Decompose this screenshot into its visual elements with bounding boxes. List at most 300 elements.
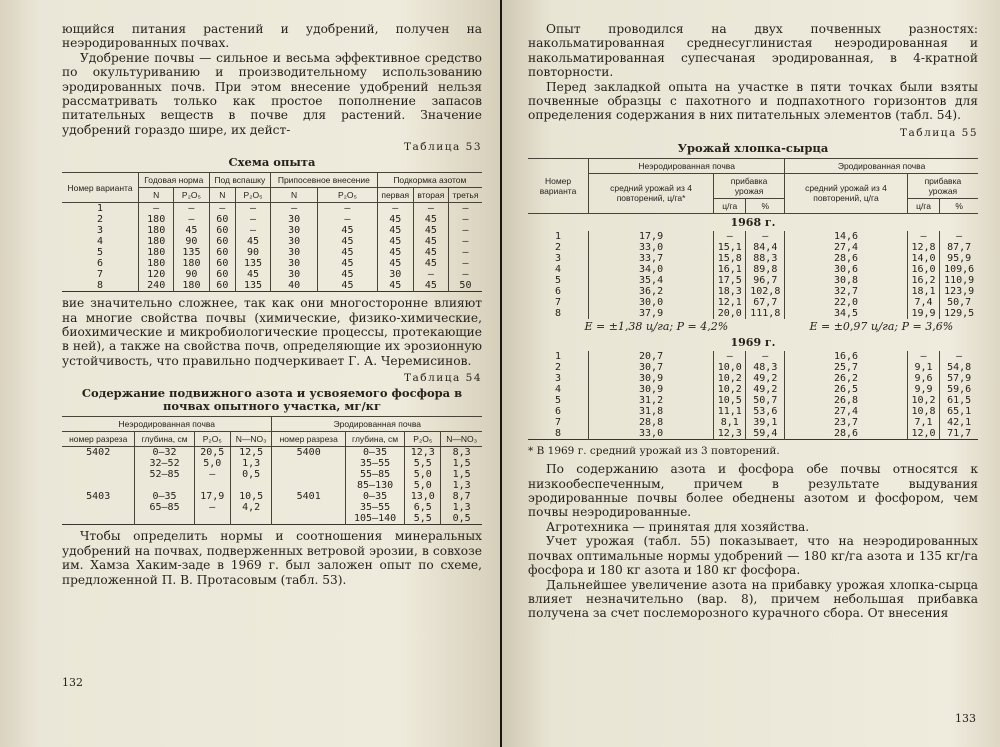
table53-title: Схема опыта [228, 155, 316, 170]
table-row [62, 225, 482, 236]
table55-cell: 31,8 [589, 406, 714, 417]
table53-cell: 45 [174, 225, 209, 236]
table-row [528, 384, 978, 395]
table55-cell: 50,7 [746, 395, 785, 406]
right-para-2: Перед закладкой опыта на участке в пяти точках были взяты почвенные образцы с пахотного и подпахотного горизонтов для определения содержания в них питательных элементов (табл. 54). [528, 79, 978, 123]
table55-cell: 48,3 [746, 362, 785, 373]
t55-h-eroded: Эродированная почва [785, 158, 978, 173]
table54-cell: 35—55 [345, 502, 404, 513]
table53-cell: 90 [174, 269, 209, 280]
table55-cell: 10,5 [714, 395, 746, 406]
table55-cell: 10,8 [907, 406, 939, 417]
table55-cell: 19,9 [907, 308, 939, 319]
year-1968-label: 1968 г. [730, 215, 776, 229]
table55-cell: 12,0 [907, 428, 939, 440]
table-row [62, 280, 482, 292]
table55-cell: 12,3 [714, 428, 746, 440]
table54-cell: 5,0 [194, 458, 230, 469]
table54-cell: 0—35 [345, 447, 404, 459]
table53-cell: 60 [209, 280, 236, 292]
table55-cell: 54,8 [940, 362, 978, 373]
table53-cell: 60 [209, 247, 236, 258]
table55-number: Таблица 55 [900, 126, 978, 139]
table55-cell: 17,5 [714, 275, 746, 286]
table55-cell: 32,7 [785, 286, 908, 297]
table54-cell: 5,5 [405, 458, 441, 469]
table55-cell: 88,3 [746, 253, 785, 264]
table55-cell: 49,2 [746, 373, 785, 384]
table53-cell: — [174, 214, 209, 225]
table55-cell: 30,9 [589, 384, 714, 395]
table53-cell: 45 [318, 269, 378, 280]
table53 [62, 172, 482, 292]
table54-cell: 12,3 [405, 447, 441, 459]
table53-cell: — [236, 214, 271, 225]
table53-cell: 45 [413, 247, 448, 258]
table55-cell: 33,0 [589, 428, 714, 440]
table55-cell: 53,6 [746, 406, 785, 417]
table53-cell: 60 [209, 236, 236, 247]
table55-cell: 123,9 [940, 286, 978, 297]
t55-h-noneroded: Неэродированная почва [589, 158, 785, 173]
table55-cell: 36,2 [589, 286, 714, 297]
table54 [62, 416, 482, 525]
table53-cell: 180 [139, 214, 174, 225]
t53-h-variant: Номер варианта [62, 173, 139, 203]
t54-h-p2: P₂O₅ [405, 432, 441, 447]
table53-cell: — [174, 203, 209, 215]
table53-cell: 5 [97, 247, 104, 259]
table55-cell: 84,4 [746, 242, 785, 253]
table-row [62, 203, 482, 215]
table55-cell: — [907, 231, 939, 242]
t53-h-plow: Под вспашку [209, 173, 270, 188]
table54-cell: 32—52 [135, 458, 194, 469]
table55-cell: 9,9 [907, 384, 939, 395]
table55-body-1969 [528, 351, 978, 440]
table53-cell: 8 [97, 280, 104, 292]
table53-cell: 30 [271, 269, 318, 280]
table54-cell [230, 480, 272, 491]
t53-h-presow: Припосевное внесение [271, 173, 378, 188]
table-row [62, 214, 482, 225]
table55-cell: 34,0 [589, 264, 714, 275]
table55-cell: 4 [555, 263, 562, 275]
table55-cell: 59,4 [746, 428, 785, 440]
table53-cell: 50 [448, 280, 482, 292]
table53-cell: — [448, 236, 482, 247]
table55-cell: 7 [555, 296, 562, 308]
t53-h-p1: P₂O₅ [174, 188, 209, 203]
t53-h-p3: P₂O₅ [318, 188, 378, 203]
table54-cell: 13,0 [405, 491, 441, 502]
table-row [62, 236, 482, 247]
table53-cell: 60 [209, 269, 236, 280]
table53-number: Таблица 53 [404, 141, 482, 154]
table-row [528, 308, 978, 319]
table-row [62, 469, 482, 480]
table55-cell: 42,1 [940, 417, 978, 428]
table54-cell: 5,5 [405, 513, 441, 525]
table54-cell [62, 480, 135, 491]
table54-cell [272, 458, 345, 469]
table53-cell: 6 [97, 258, 104, 270]
table55-cell: 26,5 [785, 384, 908, 395]
table54-cell: 5,0 [405, 480, 441, 491]
left-para-bottom: Чтобы определить нормы и соотношения минеральных удобрений на почвах, подверженных ветровой эрозии, в совхозе им. Хамза Хаким-заде в 1969 г. был заложен опыт по схеме, предложенной П. В. Протасовым (табл. 53). [62, 529, 482, 587]
table54-cell: 85—130 [345, 480, 404, 491]
table55-cell: 49,2 [746, 384, 785, 395]
table53-cell: — [139, 203, 174, 215]
table55-cell: 16,2 [907, 275, 939, 286]
table54-cell: 1,5 [441, 469, 482, 480]
table54-cell: 5402 [86, 447, 111, 459]
table53-cell: — [448, 214, 482, 225]
t55-h-cga2: ц/га [907, 198, 939, 213]
right-page [502, 0, 1000, 747]
table53-cell: 45 [236, 269, 271, 280]
table54-cell [272, 502, 345, 513]
year-1969-label: 1969 г. [730, 335, 776, 349]
table53-body [62, 203, 482, 292]
table54-cell [62, 458, 135, 469]
table55-cell: 34,5 [785, 308, 908, 319]
table54-cell: 0,5 [230, 469, 272, 480]
table55-cell: 71,7 [940, 428, 978, 440]
table54-cell: 5401 [272, 491, 345, 502]
table53-cell: 30 [377, 269, 413, 280]
right-para-6: Дальнейшее увеличение азота на прибавку урожая хлопка-сырца влияет незначительно (вар. 8), причем небольшая прибавка получена за счет послеморозного курачного сбора. От внесения [528, 577, 978, 621]
table53-cell: — [448, 203, 482, 215]
table53-cell: 45 [377, 258, 413, 269]
table55-cell: 10,2 [714, 384, 746, 395]
table53-cell: 1 [97, 203, 104, 215]
table54-cell [62, 469, 135, 480]
table-row [528, 297, 978, 308]
table53-cell: 30 [271, 247, 318, 258]
right-page-number: 133 [955, 712, 976, 725]
table55-cell: 39,1 [746, 417, 785, 428]
table53-cell: 180 [174, 258, 209, 269]
right-para-top: Опыт проводился на двух почвенных разностях: накольматированная среднесуглинистая неэродированная и накольматированная супесчаная эродированная, в 4-кратной повторности. [528, 22, 978, 80]
table55-cell: 23,7 [785, 417, 908, 428]
table55-cell: 96,7 [746, 275, 785, 286]
table55-cell: 27,4 [785, 406, 908, 417]
table55-cell: — [714, 351, 746, 362]
table-row [62, 513, 482, 525]
table55-cell: 27,4 [785, 242, 908, 253]
table53-cell: 240 [139, 280, 174, 292]
table55-cell: 61,5 [940, 395, 978, 406]
table54-cell: 20,5 [194, 447, 230, 459]
table55-cell: 59,6 [940, 384, 978, 395]
table-row [528, 417, 978, 428]
table54-cell: 12,5 [230, 447, 272, 459]
left-para-top: ющийся питания растений и удобрений, получен на неэродированных почвах. [62, 22, 482, 51]
table-row [528, 286, 978, 297]
table55-cell: 33,7 [589, 253, 714, 264]
table54-cell: 1,3 [230, 458, 272, 469]
table-row [62, 247, 482, 258]
table54-title: Содержание подвижного азота и усвояемого фосфора в почвах опытного участка, мг/кг [81, 386, 463, 414]
table53-cell: — [236, 203, 271, 215]
table53-cell: — [318, 214, 378, 225]
table54-cell [230, 513, 272, 525]
t54-h-section2: номер разреза [272, 432, 345, 447]
table-row [528, 264, 978, 275]
table53-cell: 90 [236, 247, 271, 258]
table54-cell: 8,7 [441, 491, 482, 502]
t53-h-third: третья [448, 188, 482, 203]
table54-cell [194, 480, 230, 491]
table55-cell: 10,2 [907, 395, 939, 406]
table55-cell: 7 [555, 416, 562, 428]
right-para-5: Учет урожая (табл. 55) показывает, что на неэродированных почвах оптимальные нормы удобрений — 180 кг/га азота и 135 кг/га фосфора и 180 кг азота и 180 кг фосфора. [528, 534, 978, 578]
t55-h-avg2: средний урожай из 4 повторений, ц/га [785, 173, 908, 213]
table-row [62, 447, 482, 459]
table55-cell: 30,8 [785, 275, 908, 286]
table55-cell: 14,6 [785, 231, 908, 242]
table-row [528, 253, 978, 264]
table54-cell: 0,5 [441, 513, 482, 525]
left-para-mid: вие значительно сложнее, так как они многосторонне влияют на многие свойства почвы (химические, физико-химические, биохимические и микробиологические процессы, протекающие в ней), а также на свойства почв, определяющие их эрозионную устойчивость, что правильно подчеркивает Г. А. Черемисинов. [62, 296, 482, 368]
table53-cell: — [448, 258, 482, 269]
table53-cell: 45 [413, 280, 448, 292]
table55-cell: 25,7 [785, 362, 908, 373]
table55-cell: 31,2 [589, 395, 714, 406]
table55-cell: 129,5 [940, 308, 978, 319]
table-row [62, 480, 482, 491]
table53-cell: 180 [139, 258, 174, 269]
table55-cell: 3 [555, 252, 562, 264]
table55-cell: 10,0 [714, 362, 746, 373]
table53-cell: — [448, 225, 482, 236]
table54-cell [272, 513, 345, 525]
table-row [62, 269, 482, 280]
table54-cell: 1,5 [441, 458, 482, 469]
table53-cell: 45 [318, 247, 378, 258]
t53-h-annual: Годовая норма [139, 173, 210, 188]
t54-h-noneroded: Неэродированная почва [62, 417, 272, 432]
table55-cell: 2 [555, 361, 562, 373]
t55-h-avg1: средний урожай из 4 повторений, ц/га* [589, 173, 714, 213]
table53-cell: — [413, 203, 448, 215]
table55-cell: 18,3 [714, 286, 746, 297]
t54-h-eroded: Эродированная почва [272, 417, 482, 432]
table53-cell: — [236, 225, 271, 236]
table55-cell: 26,2 [785, 373, 908, 384]
table55-cell: 102,8 [746, 286, 785, 297]
table55-cell: 11,1 [714, 406, 746, 417]
table54-cell [272, 480, 345, 491]
t55-h-gain1: прибавка урожая [714, 173, 785, 198]
table55-cell: 9,1 [907, 362, 939, 373]
table54-cell: 105—140 [345, 513, 404, 525]
table-row [528, 428, 978, 440]
table53-cell: 3 [97, 225, 104, 237]
table-row [528, 362, 978, 373]
table53-cell: — [318, 203, 378, 215]
footnote: * В 1969 г. средний урожай из 3 повторений. [528, 444, 780, 457]
table55-cell: 16,1 [714, 264, 746, 275]
t53-h-n3: N [271, 188, 318, 203]
t53-h-first: первая [377, 188, 413, 203]
table-row [62, 491, 482, 502]
table55-cell: 18,1 [907, 286, 939, 297]
table55-cell: 2 [555, 241, 562, 253]
table54-cell: 0—35 [135, 491, 194, 502]
table54-cell [135, 480, 194, 491]
table55-cell: 15,1 [714, 242, 746, 253]
table55-cell: 111,8 [746, 308, 785, 319]
table54-number: Таблица 54 [404, 372, 482, 385]
table55-cell: — [746, 351, 785, 362]
t55-h-pct2: % [940, 198, 978, 213]
table54-cell: 35—55 [345, 458, 404, 469]
table55-cell: 30,6 [785, 264, 908, 275]
table55-cell: 6 [555, 285, 562, 297]
table53-cell: 45 [377, 214, 413, 225]
table53-cell: 7 [97, 269, 104, 281]
left-page-number: 132 [62, 676, 83, 689]
t54-h-no3-1: N—NO₃ [230, 432, 272, 447]
table55-cell: 28,6 [785, 253, 908, 264]
table-row [528, 275, 978, 286]
table54-cell: — [194, 469, 230, 480]
table-row [62, 502, 482, 513]
table55-cell: 89,8 [746, 264, 785, 275]
table53-cell: 30 [271, 236, 318, 247]
table55-cell: 17,9 [589, 231, 714, 242]
table53-cell: 60 [209, 214, 236, 225]
table55-cell: 8,1 [714, 417, 746, 428]
table54-cell [62, 502, 135, 513]
table53-cell: 45 [318, 258, 378, 269]
eq-1968-left: E = ±1,38 ц/га; P = 4,2% [584, 319, 729, 333]
table55-cell: 28,8 [589, 417, 714, 428]
table54-cell [194, 513, 230, 525]
table53-cell: 40 [271, 280, 318, 292]
t54-h-depth1: глубина, см [135, 432, 194, 447]
table53-cell: 4 [97, 236, 104, 248]
table55-cell: 57,9 [940, 373, 978, 384]
table-row [528, 351, 978, 362]
table55-body [528, 213, 978, 319]
table54-cell: 5403 [86, 491, 111, 503]
table53-cell: — [377, 203, 413, 215]
t53-h-n2: N [209, 188, 236, 203]
table55-cell: — [940, 351, 978, 362]
table54-cell: 52—85 [135, 469, 194, 480]
t53-h-second: вторая [413, 188, 448, 203]
table55-cell: 9,6 [907, 373, 939, 384]
table55-cell: 87,7 [940, 242, 978, 253]
table55-cell: 12,1 [714, 297, 746, 308]
t55-h-gain2: прибавка урожая [907, 173, 978, 198]
table-row [528, 395, 978, 406]
table55-cell: 15,8 [714, 253, 746, 264]
table53-cell: 30 [271, 225, 318, 236]
table53-cell: 30 [271, 258, 318, 269]
table55-eq-1968 [528, 319, 978, 351]
table53-cell: 45 [318, 280, 378, 292]
t55-h-variant: Номер варианта [528, 158, 589, 213]
t53-h-topdress: Подкормка азотом [377, 173, 482, 188]
table55-cell: 7,4 [907, 297, 939, 308]
table55-cell: 12,8 [907, 242, 939, 253]
table54-cell: 0—35 [345, 491, 404, 502]
table55-cell: — [907, 351, 939, 362]
t54-h-p1: P₂O₅ [194, 432, 230, 447]
table54-cell: 0—32 [135, 447, 194, 459]
table-row [528, 373, 978, 384]
table55-cell: 6 [555, 405, 562, 417]
table55-cell: 110,9 [940, 275, 978, 286]
table54-cell: 4,2 [230, 502, 272, 513]
table55-cell: — [714, 231, 746, 242]
table55-cell: 22,0 [785, 297, 908, 308]
table53-cell: 45 [413, 225, 448, 236]
table55-cell: 8 [555, 307, 562, 319]
table53-cell: 45 [377, 247, 413, 258]
table53-cell: 45 [413, 258, 448, 269]
table53-cell: 60 [209, 258, 236, 269]
t54-h-no3-2: N—NO₃ [441, 432, 482, 447]
table53-cell: 120 [139, 269, 174, 280]
table54-cell: 5400 [272, 447, 345, 459]
table54-cell: 5,0 [405, 469, 441, 480]
table53-cell: — [448, 247, 482, 258]
table55-cell: 16,0 [907, 264, 939, 275]
table53-cell: 45 [318, 225, 378, 236]
table55-cell: 35,4 [589, 275, 714, 286]
table54-cell: 65—85 [135, 502, 194, 513]
table55-cell: 30,9 [589, 373, 714, 384]
table54-cell: 6,5 [405, 502, 441, 513]
t55-h-pct1: % [746, 198, 785, 213]
table54-cell [62, 513, 135, 525]
table54-cell [272, 469, 345, 480]
table53-cell: 180 [139, 225, 174, 236]
right-para-3: По содержанию азота и фосфора обе почвы относятся к низкообеспеченным, причем в результате выдувания эродированные почвы более обеднены азотом и фосфором, чем почвы неэродированные. [528, 462, 978, 520]
table-row [528, 242, 978, 253]
left-para-fertilizer: Удобрение почвы — сильное и весьма эффективное средство по окультуриванию и производительному использованию эродированных почв. При этом внесение удобрений нельзя рассматривать только как простое пополнение запасов питательных веществ в почве для растений. Значение удобрений гораздо шире, их дейст- [62, 50, 482, 137]
table53-cell: 135 [236, 280, 271, 292]
table55-cell: 30,0 [589, 297, 714, 308]
table54-cell: 55—85 [345, 469, 404, 480]
table54-cell: 10,5 [230, 491, 272, 502]
table53-cell: 45 [413, 236, 448, 247]
t54-h-depth2: глубина, см [345, 432, 404, 447]
table53-cell: — [448, 269, 482, 280]
table55-cell: 20,7 [589, 351, 714, 362]
table55-cell: 37,9 [589, 308, 714, 319]
table54-cell [135, 513, 194, 525]
table55-cell: — [940, 231, 978, 242]
table55-cell: 7,1 [907, 417, 939, 428]
table55-cell: 67,7 [746, 297, 785, 308]
table54-cell: 17,9 [194, 491, 230, 502]
table55-cell: — [746, 231, 785, 242]
table53-cell: 45 [377, 225, 413, 236]
t53-h-p2: P₂O₅ [236, 188, 271, 203]
table-row [62, 258, 482, 269]
table53-cell: 180 [139, 247, 174, 258]
table55-cell: 109,6 [940, 264, 978, 275]
table55-cell: 30,7 [589, 362, 714, 373]
table54-body [62, 447, 482, 525]
table53-cell: 45 [236, 236, 271, 247]
